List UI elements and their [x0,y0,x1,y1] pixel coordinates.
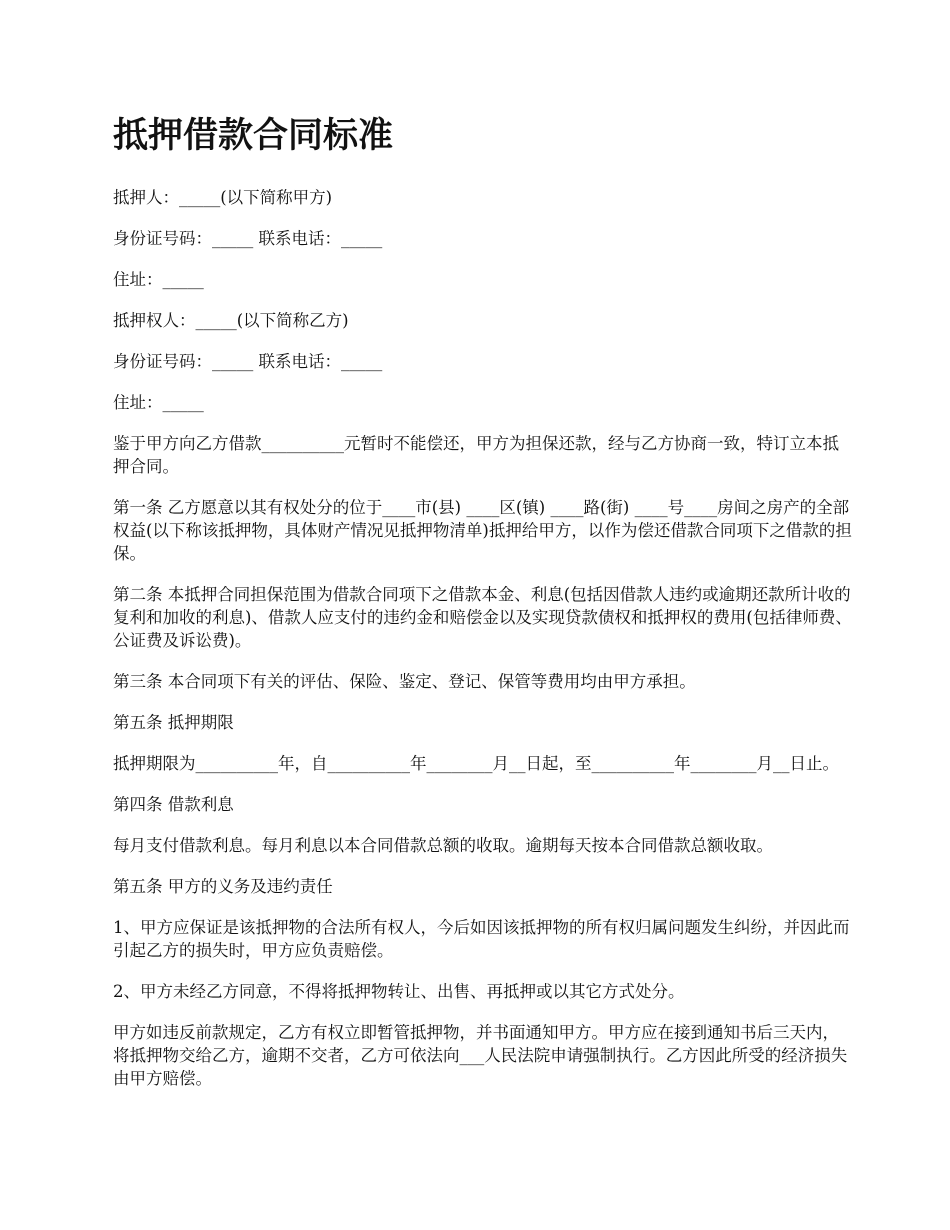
document-page [113,112,853,1108]
breach-clause: 甲方如违反前款规定，乙方有权立即暂管抵押物，并书面通知甲方。甲方应在接到通知书后三天内，将抵押物交给乙方，逾期不交者，乙方可依法向___人民法院申请强制执行。乙方因此所受的经济损失由甲方赔偿。 [113,1023,848,1088]
obligation-item-1: 1、甲方应保证是该抵押物的合法所有权人，今后如因该抵押物的所有权归属问题发生纠纷，并因此而引起乙方的损失时，甲方应负责赔偿。 [113,918,850,960]
mortgagee-line: 抵押权人：_____(以下简称乙方) [113,311,349,330]
mortgagee-id-phone-line: 身份证号码：_____ 联系电话：_____ [113,352,383,371]
mortgagor-address-line: 住址：_____ [113,270,204,289]
article-four-heading-interest: 第四条 借款利息 [113,795,234,814]
mortgagee-address-line: 住址：_____ [113,393,204,412]
contract-preamble: 鉴于甲方向乙方借款__________元暂时不能偿还，甲方为担保还款，经与乙方协商一致，特订立本抵押合同。 [113,434,839,476]
document-title: 抵押借款合同标准 [113,115,394,156]
mortgage-term-text: 抵押期限为__________年，自__________年________月__日起，至__________年________月__日止。 [113,754,839,773]
obligation-item-2: 2、甲方未经乙方同意，不得将抵押物转让、出售、再抵押或以其它方式处分。 [113,982,685,1001]
mortgagor-id-phone-line: 身份证号码：_____ 联系电话：_____ [113,229,383,248]
interest-text: 每月支付借款利息。每月利息以本合同借款总额的收取。逾期每天按本合同借款总额收取。 [113,836,773,855]
mortgagor-line: 抵押人：_____(以下简称甲方) [113,188,333,207]
article-two: 第二条 本抵押合同担保范围为借款合同项下之借款本金、利息(包括因借款人违约或逾期还款所计收的复利和加收的利息)、借款人应支付的违约金和赔偿金以及实现贷款债权和抵押权的费用(包括律师费、公证费及诉讼费)。 [113,585,852,650]
article-five-heading-obligations: 第五条 甲方的义务及违约责任 [113,877,333,896]
article-three: 第三条 本合同项下有关的评估、保险、鉴定、登记、保管等费用均由甲方承担。 [113,672,696,691]
article-one: 第一条 乙方愿意以其有权处分的位于____市(县) ____区(镇) ____路(街) ____号____房间之房产的全部权益(以下称该抵押物，具体财产情况见抵押物清单)抵押给甲方，以作为偿还借款合同项下之借款的担保。 [113,498,852,563]
article-five-heading-term: 第五条 抵押期限 [113,713,234,732]
